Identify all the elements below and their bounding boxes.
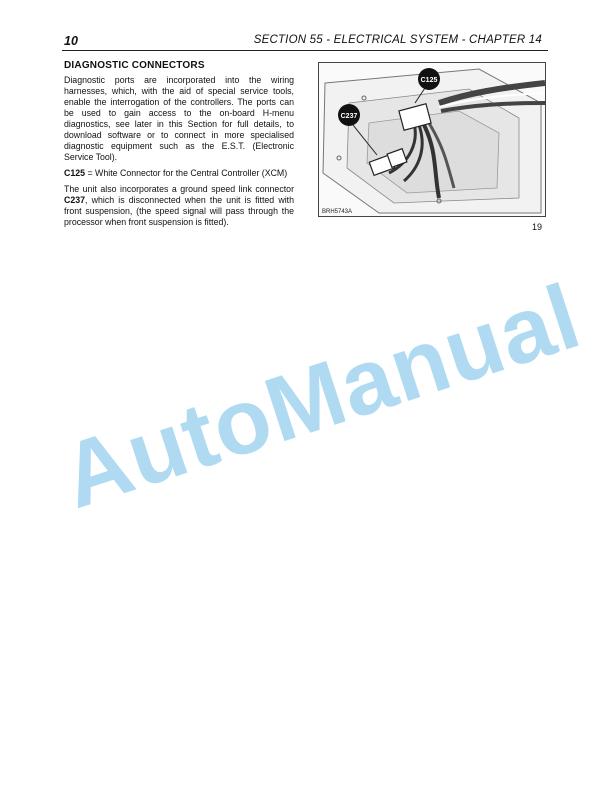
section-heading: DIAGNOSTIC CONNECTORS (64, 60, 205, 71)
connector-drawing (319, 63, 545, 216)
figure-number: 19 (532, 222, 543, 232)
connector-illustration (318, 62, 546, 217)
paragraph-c237 (64, 184, 294, 228)
connector-code-c237: C237 (64, 195, 86, 205)
paragraph-c237-pre: The unit also incorporates a ground speed link connector (64, 184, 294, 194)
callout-c237: C237 (340, 113, 358, 120)
callout-c125: C125 (420, 77, 438, 84)
section-title: SECTION 55 - ELECTRICAL SYSTEM - CHAPTER 14 (253, 34, 542, 46)
paragraph-c125-text: = White Connector for the Central Controller (XCM) (85, 168, 288, 178)
image-code: BRH5743A (322, 209, 353, 215)
watermark: AutoManual (50, 265, 592, 528)
paragraph-diagnostic-ports: Diagnostic ports are incorporated into the wiring harnesses, which, with the aid of special service tools, enable the interrogation of the controllers. The ports can be used to gain access to the on-board H-menu diagnostics, see later in this Section for full details, to download software or to connect in more specialised diagnostic equipment such as the E.S.T. (Electronic Service Tool). (64, 75, 294, 162)
page-number: 10 (64, 34, 78, 48)
connector-code-c125: C125 (64, 168, 86, 178)
page-header (62, 34, 548, 51)
paragraph-c237-post: , which is disconnected when the unit is fitted with front suspension, (the speed signal will pass through the processor when front suspension is fitted). (64, 195, 294, 227)
text-column (64, 60, 294, 233)
paragraph-c125 (64, 168, 294, 179)
